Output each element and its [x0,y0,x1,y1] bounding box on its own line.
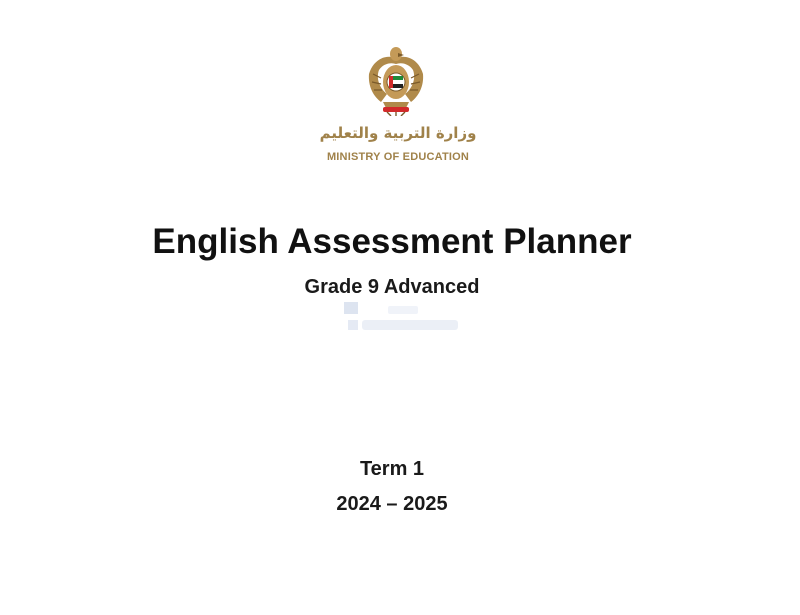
ministry-name-english: MINISTRY OF EDUCATION [326,151,470,163]
document-subtitle: Grade 9 Advanced [304,276,480,298]
site-watermark-icon [338,298,468,338]
term-label: Term 1 [359,458,425,480]
uae-eagle-emblem-icon [365,44,427,116]
ministry-name-arabic: وزارة التربية والتعليم [319,124,477,142]
academic-year: 2024 – 2025 [336,493,448,515]
document-title: English Assessment Planner [152,222,632,261]
